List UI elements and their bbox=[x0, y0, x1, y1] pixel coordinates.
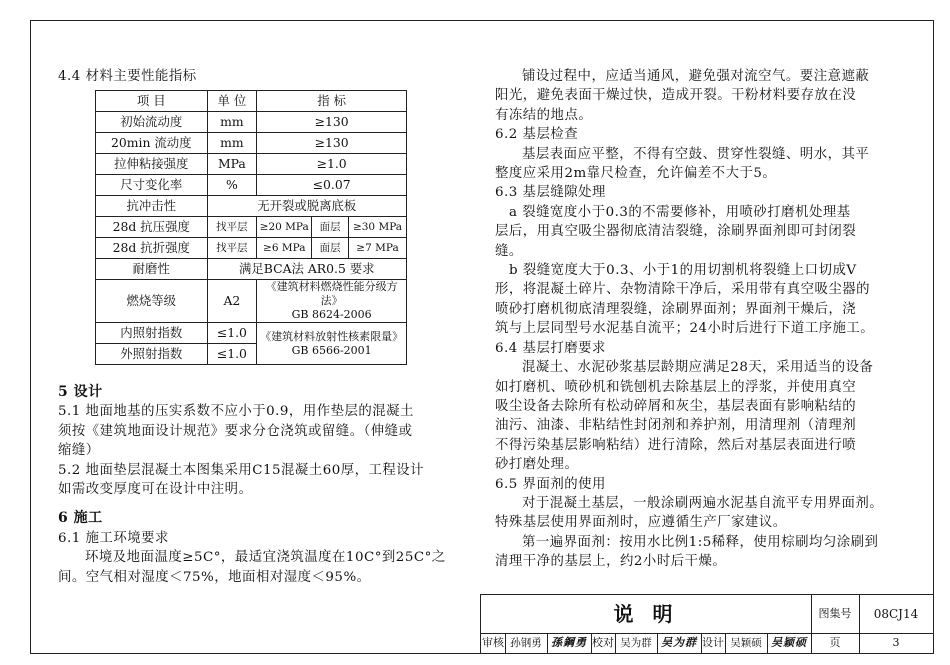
text-line: 吸尘设备去除所有松动碎屑和灰尘，基层表面有影响粘结的 bbox=[495, 398, 857, 414]
text-line: 筑与上层同型号水泥基自流平；24小时后进行下道工序施工。 bbox=[495, 321, 875, 337]
row-item: 外照射指数 bbox=[96, 344, 208, 365]
text-line: 特殊基层使用界面剂时，应遵循生产厂家建议。 bbox=[495, 515, 787, 531]
design-signature: 吴颖硕 bbox=[771, 636, 807, 649]
row-value-b: ≥7 MPa bbox=[349, 238, 407, 259]
text-line: 清理干净的基层上，约2小时后干燥。 bbox=[495, 554, 727, 570]
section-5-title: 5 设计 bbox=[58, 384, 103, 400]
left-sections bbox=[58, 383, 468, 587]
row-value-a: ≥6 MPa bbox=[257, 238, 312, 259]
text-line: a 裂缝宽度小于0.3的不需要修补，用喷砂打磨机处理基 bbox=[509, 204, 851, 220]
row-standard bbox=[257, 280, 407, 323]
row-standard bbox=[257, 323, 407, 365]
row-item: 20min 流动度 bbox=[96, 133, 208, 154]
section-6-1-title: 6.1 施工环境要求 bbox=[58, 530, 169, 546]
text-line: 5.2 地面垫层混凝土本图集采用C15混凝土60厚，工程设计 bbox=[58, 462, 425, 478]
header-item: 项 目 bbox=[96, 91, 208, 112]
section-6-2-title: 6.2 基层检查 bbox=[495, 127, 579, 143]
row-value: 满足BCA法 AR0.5 要求 bbox=[207, 259, 406, 280]
check-label: 校对 bbox=[592, 636, 614, 649]
row-unit: ≤1.0 bbox=[207, 344, 257, 365]
row-unit: mm bbox=[207, 112, 257, 133]
table-row bbox=[96, 238, 407, 259]
table-row bbox=[96, 280, 407, 323]
text-line: 喷砂打磨机彻底清理裂缝，涂刷界面剂；界面剂干燥后，浇 bbox=[495, 301, 857, 317]
text-line: 缝。 bbox=[495, 243, 523, 259]
text-line: 不得污染基层影响粘结）进行清除，然后对基层表面进行喷 bbox=[495, 437, 857, 453]
row-value: 无开裂或脱离底板 bbox=[207, 196, 406, 217]
text-line: 须按《建筑地面设计规范》要求分仓浇筑或留缝。（伸缝或 bbox=[58, 423, 413, 439]
row-item: 抗冲击性 bbox=[96, 196, 208, 217]
title-block bbox=[480, 594, 933, 653]
row-layer-b: 面层 bbox=[312, 217, 349, 238]
row-value: ≥130 bbox=[257, 112, 407, 133]
row-item: 拉伸粘接强度 bbox=[96, 154, 208, 175]
table-row bbox=[96, 154, 407, 175]
page-number: 3 bbox=[892, 636, 900, 649]
text-line: 有冻结的地点。 bbox=[495, 107, 593, 123]
row-layer-b: 面层 bbox=[312, 238, 349, 259]
text-line: 间。空气相对湿度＜75%，地面相对湿度＜95%。 bbox=[58, 569, 371, 585]
text-line: 阳光，避免表面干燥过快，造成开裂。干粉材料要存放在没 bbox=[495, 88, 857, 104]
text-line: 整度应采用2m靠尺检查，允许偏差不大于5。 bbox=[495, 166, 777, 182]
design-label: 设计 bbox=[702, 636, 724, 649]
atlas-label: 图集号 bbox=[818, 607, 852, 620]
text-line: 缩缝） bbox=[58, 443, 100, 459]
section-6-3-title: 6.3 基层缝隙处理 bbox=[495, 185, 606, 201]
check-signature: 吴为群 bbox=[661, 636, 697, 649]
text-line: 砂打磨处理。 bbox=[495, 457, 579, 473]
text-line: 如打磨机、喷砂机和铣刨机去除基层上的浮浆，并使用真空 bbox=[495, 379, 857, 395]
row-unit: mm bbox=[207, 133, 257, 154]
standard-code: GB 6566-2001 bbox=[291, 343, 372, 357]
header-unit: 单 位 bbox=[207, 91, 257, 112]
review-name: 孙钢勇 bbox=[510, 637, 542, 649]
text-line: b 裂缝宽度大于0.3、小于1的用切割机将裂缝上口切成V bbox=[509, 263, 857, 279]
sheet-title: 说 明 bbox=[613, 602, 679, 626]
material-spec-table bbox=[95, 90, 407, 365]
row-unit: ≤1.0 bbox=[207, 323, 257, 344]
table-row bbox=[96, 196, 407, 217]
table-row bbox=[96, 217, 407, 238]
row-unit: % bbox=[207, 175, 257, 196]
row-item: 耐磨性 bbox=[96, 259, 208, 280]
table-row bbox=[96, 133, 407, 154]
header-index: 指 标 bbox=[257, 91, 407, 112]
table-row bbox=[96, 323, 407, 344]
atlas-number: 08CJ14 bbox=[873, 607, 919, 621]
text-line: 形，将混凝土碎片、杂物清除干净后，采用带有真空吸尘器的 bbox=[495, 282, 871, 298]
section-6-title: 6 施工 bbox=[58, 510, 103, 527]
text-line: 环境及地面温度≥5C°，最适宜浇筑温度在10C°到25C°之 bbox=[85, 550, 446, 566]
row-layer-a: 找平层 bbox=[207, 217, 257, 238]
section-6-5-title: 6.5 界面剂的使用 bbox=[495, 476, 606, 492]
row-item: 28d 抗折强度 bbox=[96, 238, 208, 259]
row-value-a: ≥20 MPa bbox=[257, 217, 312, 238]
text-line: 层后，用真空吸尘器彻底清洁裂缝，涂刷界面剂即可封闭裂 bbox=[495, 224, 857, 240]
row-unit: MPa bbox=[207, 154, 257, 175]
section-6-4-title: 6.4 基层打磨要求 bbox=[495, 340, 606, 356]
table-row bbox=[96, 112, 407, 133]
row-layer-a: 找平层 bbox=[207, 238, 257, 259]
check-name: 吴为群 bbox=[620, 637, 652, 649]
row-item: 燃烧等级 bbox=[96, 280, 208, 323]
table-row bbox=[96, 175, 407, 196]
text-line: 基层表面应平整，不得有空鼓、贯穿性裂缝、明水，其平 bbox=[522, 146, 870, 162]
row-item: 28d 抗压强度 bbox=[96, 217, 208, 238]
left-column bbox=[58, 67, 458, 86]
row-unit: A2 bbox=[207, 280, 257, 323]
text-line: 第一遍界面剂：按用水比例1:5稀释，使用棕刷均匀涂刷到 bbox=[522, 534, 879, 550]
text-line: 铺设过程中，应适当通风，避免强对流空气。要注意遮蔽 bbox=[522, 69, 870, 84]
text-line: 5.1 地面地基的压实系数不应小于0.9，用作垫层的混凝土 bbox=[58, 404, 414, 420]
table-row bbox=[96, 259, 407, 280]
section-4-4-heading: 4.4 材料主要性能指标 bbox=[58, 69, 197, 84]
row-item: 尺寸变化率 bbox=[96, 175, 208, 196]
right-column bbox=[495, 67, 910, 572]
review-label: 审核 bbox=[482, 636, 504, 649]
standard-code: GB 8624-2006 bbox=[291, 308, 372, 321]
page-label: 页 bbox=[829, 636, 841, 649]
text-line: 如需改变厚度可在设计中注明。 bbox=[58, 482, 253, 498]
standard-title: 《建筑材料放射性核素限量》 bbox=[260, 329, 404, 343]
text-line: 对于混凝土基层，一般涂刷两遍水泥基自流平专用界面剂。 bbox=[522, 495, 884, 511]
review-signature: 孫鋼勇 bbox=[551, 636, 587, 649]
text-line: 混凝土、水泥砂浆基层龄期应满足28天，采用适当的设备 bbox=[522, 360, 874, 376]
row-value: ≤0.07 bbox=[257, 175, 407, 196]
table-header-row bbox=[96, 91, 407, 112]
row-item: 内照射指数 bbox=[96, 323, 208, 344]
text-line: 油污、油漆、非粘结性封闭剂和养护剂，用清理剂（清理剂 bbox=[495, 418, 857, 434]
design-name: 吴颖硕 bbox=[730, 637, 762, 649]
row-value: ≥130 bbox=[257, 133, 407, 154]
standard-title: 《建筑材料燃烧性能分级方法》 bbox=[265, 280, 398, 307]
row-value: ≥1.0 bbox=[257, 154, 407, 175]
row-value-b: ≥30 MPa bbox=[349, 217, 407, 238]
row-item: 初始流动度 bbox=[96, 112, 208, 133]
